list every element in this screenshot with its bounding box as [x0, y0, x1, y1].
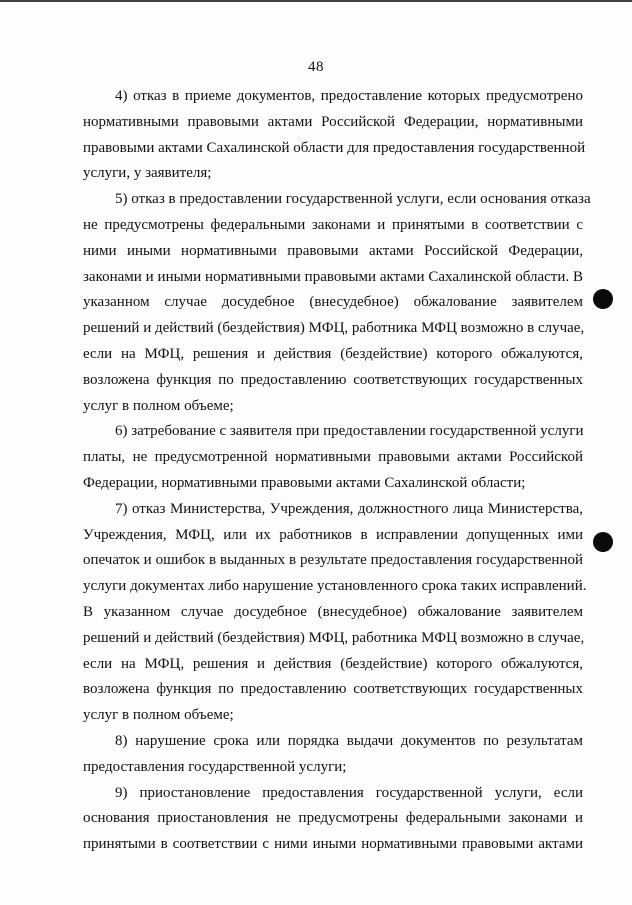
text-line: правовыми актами Сахалинской области для предоставления государственной	[83, 139, 586, 156]
text-line: если на МФЦ, решения и действия (бездействие) которого обжалуются,	[83, 655, 583, 672]
text-line: 7) отказ Министерства, Учреждения, должностного лица Министерства,	[115, 500, 583, 517]
top-edge-line	[0, 0, 632, 2]
text-line: 8) нарушение срока или порядка выдачи документов по результатам	[115, 732, 583, 749]
paragraph-item-9	[83, 781, 583, 858]
text-line: услуги, у заявителя;	[83, 165, 212, 182]
text-line: услуг в полном объеме;	[83, 707, 234, 724]
text-line: принятыми в соответствии с ними иными нормативными правовыми актами	[83, 836, 583, 853]
text-line: 6) затребование с заявителя при предоставлении государственной услуги	[115, 423, 584, 440]
text-line: решений и действий (бездействия) МФЦ, работника МФЦ возможно в случае,	[83, 320, 585, 337]
text-line: не предусмотрены федеральными законами и принятыми в соответствии с	[83, 216, 583, 233]
binder-hole-icon	[593, 289, 613, 309]
paragraph-item-7	[83, 497, 587, 729]
document-body	[83, 84, 591, 858]
text-line: если на МФЦ, решения и действия (бездействие) которого обжалуются,	[83, 345, 583, 362]
paragraph-item-6	[83, 419, 583, 496]
text-line: решений и действий (бездействия) МФЦ, работника МФЦ возможно в случае,	[83, 629, 585, 646]
text-line: Федерации, нормативными правовыми актами Сахалинской области;	[83, 474, 526, 491]
text-line: возложена функция по предоставлению соответствующих государственных	[83, 681, 583, 698]
text-line: основания приостановления не предусмотрены федеральными законами и	[83, 810, 583, 827]
page-number: 48	[308, 59, 324, 75]
text-line: услуги документах либо нарушение установленного срока таких исправлений.	[83, 578, 587, 595]
text-line: ними иными нормативными правовыми актами Российской Федерации,	[83, 242, 583, 259]
text-line: указанном случае досудебное (внесудебное) обжалование заявителем	[83, 294, 583, 311]
text-line: возложена функция по предоставлению соответствующих государственных	[83, 371, 583, 388]
text-line: 9) приостановление предоставления государственной услуги, если	[115, 784, 583, 801]
text-line: Учреждения, МФЦ, или их работников в исправлении допущенных ими	[83, 526, 583, 543]
text-line: платы, не предусмотренной нормативными правовыми актами Российской	[83, 449, 583, 466]
text-line: опечаток и ошибок в выданных в результате предоставления государственной	[83, 552, 583, 569]
text-line: 4) отказ в приеме документов, предоставление которых предусмотрено	[115, 88, 583, 104]
text-line: законами и иными нормативными правовыми актами Сахалинской области. В	[83, 268, 583, 285]
text-line: В указанном случае досудебное (внесудебное) обжалование заявителем	[83, 603, 583, 620]
paragraph-item-4	[83, 84, 586, 187]
text-line: предоставления государственной услуги;	[83, 758, 347, 775]
text-line: 5) отказ в предоставлении государственной услуги, если основания отказа	[115, 191, 591, 208]
text-line: услуг в полном объеме;	[83, 397, 234, 414]
paragraph-item-5	[83, 187, 591, 419]
text-line: нормативными правовыми актами Российской Федерации, нормативными	[83, 113, 583, 130]
binder-hole-icon	[593, 532, 613, 552]
paragraph-item-8	[83, 729, 583, 781]
